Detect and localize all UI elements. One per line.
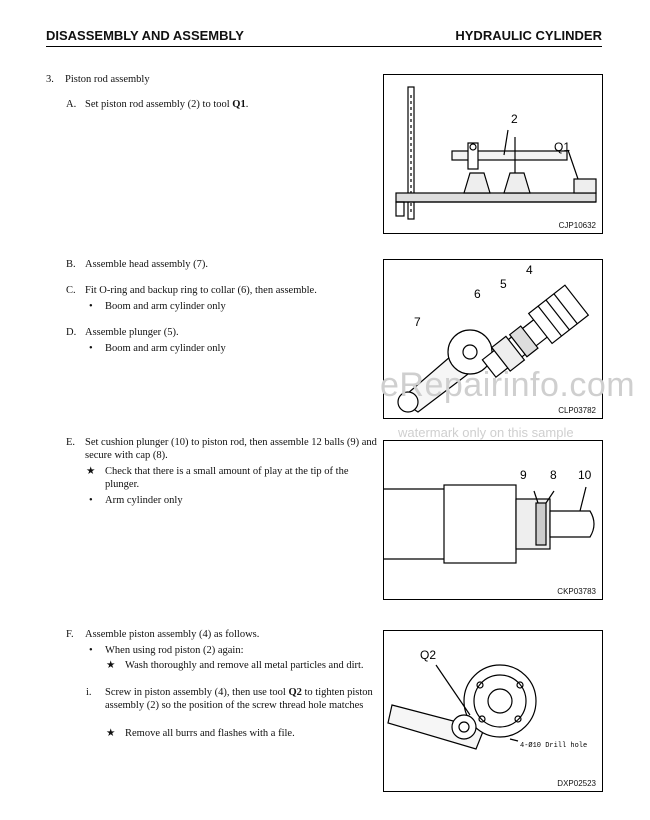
watermark-notice: watermark only on this sample [398, 425, 574, 440]
figure-3-code: CKP03783 [557, 587, 596, 596]
figure-3-drawing [384, 441, 602, 599]
fig2-label-4: 4 [526, 263, 533, 277]
section-number: 3. [46, 74, 54, 85]
step-e-text: Set cushion plunger (10) to piston rod, then assemble 12 balls (9) and secure with cap (8). [85, 437, 377, 461]
fig1-label-q1: Q1 [554, 140, 571, 154]
step-f-sub-star: Wash thoroughly and remove all metal particles and dirt. [125, 660, 364, 671]
section-title: Piston rod assembly [65, 74, 150, 85]
step-a-letter: A. [66, 99, 77, 110]
step-b-text: Assemble head assembly (7). [85, 259, 209, 270]
fig4-label-q2: Q2 [420, 648, 437, 662]
fig2-label-7: 7 [414, 315, 421, 329]
step-b-letter: B. [66, 259, 76, 270]
step-f-i-star: Remove all burrs and flashes with a file. [125, 728, 295, 739]
step-e-bullet: Arm cylinder only [105, 495, 183, 506]
step-c-bullet: Boom and arm cylinder only [105, 301, 226, 312]
page-header [46, 26, 602, 47]
figure-1-drawing [384, 75, 602, 233]
figure-4-drawing [384, 631, 602, 791]
step-e-letter: E. [66, 437, 76, 448]
fig2-label-5: 5 [500, 277, 507, 291]
step-f-letter: F. [66, 629, 74, 640]
figure-cushion-plunger [383, 440, 603, 600]
step-c-text: Fit O-ring and backup ring to collar (6), then assemble. [85, 285, 317, 296]
fig2-label-6: 6 [474, 287, 481, 301]
step-f-sub-bullet: When using rod piston (2) again: [105, 645, 244, 656]
fig1-label-2: 2 [511, 112, 518, 126]
step-d-text: Assemble plunger (5). [85, 327, 179, 338]
bullet-glyph: • [89, 343, 93, 354]
step-f-text: Assemble piston assembly (4) as follows. [85, 629, 260, 640]
step-a-text: Set piston rod assembly (2) to tool Q1. [85, 99, 249, 110]
fig4-drill-note: 4-Ø10 Drill hole [520, 742, 588, 750]
bullet-glyph: • [89, 645, 93, 656]
bullet-glyph: • [89, 301, 93, 312]
figure-1-code: CJP10632 [558, 221, 596, 230]
figure-tool-q2 [383, 630, 603, 792]
figure-rod-on-tool-q1 [383, 74, 603, 234]
header-right: HYDRAULIC CYLINDER [455, 28, 602, 43]
bullet-glyph: • [89, 495, 93, 506]
header-left: DISASSEMBLY AND ASSEMBLY [46, 28, 244, 43]
star-glyph: ★ [106, 728, 116, 739]
step-f-i-label: i. [86, 687, 92, 698]
watermark-site: eRepairinfo.com [380, 366, 636, 404]
star-glyph: ★ [86, 466, 96, 477]
fig3-label-8: 8 [550, 468, 557, 482]
step-d-bullet: Boom and arm cylinder only [105, 343, 226, 354]
step-e-star: Check that there is a small amount of play at the tip of the plunger. [105, 466, 349, 490]
figure-2-code: CLP03782 [558, 406, 596, 415]
star-glyph: ★ [106, 660, 116, 671]
step-c-letter: C. [66, 285, 76, 296]
fig3-label-9: 9 [520, 468, 527, 482]
step-d-letter: D. [66, 327, 77, 338]
figure-4-code: DXP02523 [557, 779, 596, 788]
fig3-label-10: 10 [578, 468, 592, 482]
step-f-i-text: Screw in piston assembly (4), then use tool Q2 to tighten piston assembly (2) so the position of the screw thread hole matches [105, 687, 373, 711]
